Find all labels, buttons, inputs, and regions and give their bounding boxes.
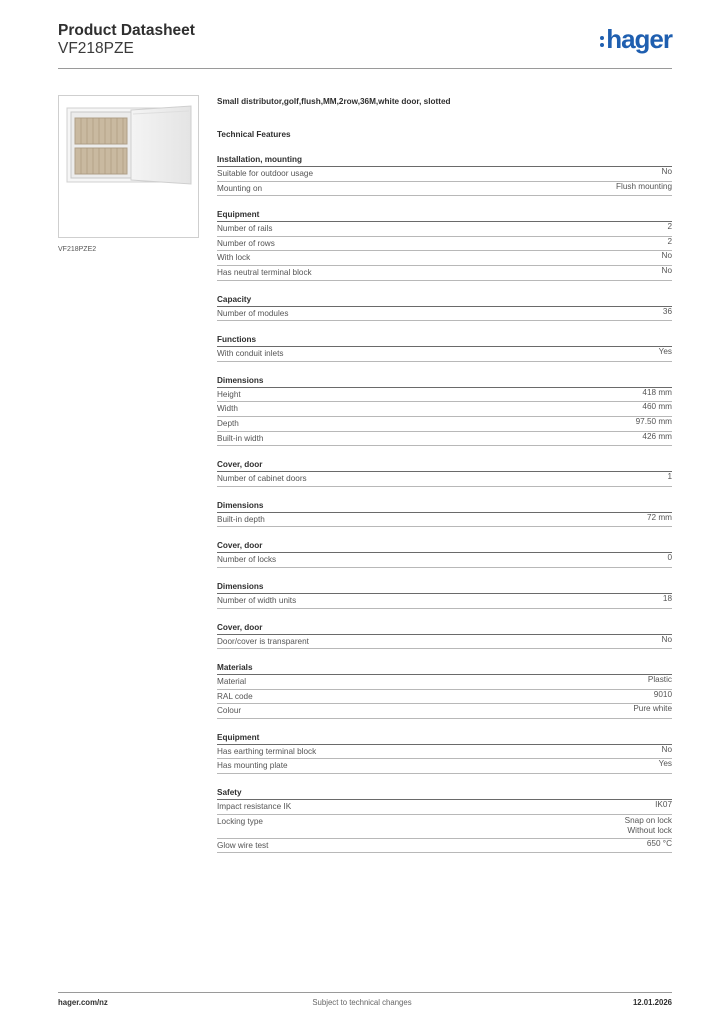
feature-section [217,581,672,609]
feature-value-line: No [661,744,672,754]
product-description: Small distributor,golf,flush,MM,2row,36M,white door, slotted [217,97,451,106]
feature-section [217,732,672,774]
feature-value [636,417,672,431]
document-header [58,22,195,58]
feature-row [217,553,672,568]
feature-row [217,745,672,760]
section-title: Capacity [217,294,672,307]
feature-value [659,347,672,361]
feature-section [217,209,672,280]
feature-value [642,388,672,402]
feature-row [217,388,672,403]
feature-label: Locking type [217,816,263,826]
feature-value [662,167,672,181]
section-title: Installation, mounting [217,154,672,167]
feature-section [217,334,672,362]
feature-label: Has earthing terminal block [217,746,317,756]
feature-value-line: 460 mm [642,402,672,412]
feature-row [217,432,672,447]
feature-value [667,237,672,251]
technical-features-title: Technical Features [217,130,291,139]
feature-value-line: 9010 [653,689,672,699]
section-title: Materials [217,662,672,675]
feature-label: Colour [217,706,242,716]
image-caption: VF218PZE2 [58,246,97,253]
feature-label: RAL code [217,691,253,701]
feature-row [217,675,672,690]
feature-section [217,540,672,568]
feature-label: Mounting on [217,183,263,193]
feature-section [217,500,672,528]
feature-label: Has neutral terminal block [217,267,312,277]
feature-value-line: Plastic [647,675,672,685]
feature-row [217,251,672,266]
feature-value [663,307,672,321]
footer-note: Subject to technical changes [312,998,412,1007]
feature-value [663,594,672,608]
section-title: Dimensions [217,375,672,388]
feature-row [217,815,672,839]
feature-row [217,594,672,609]
feature-section [217,459,672,487]
feature-value [662,266,672,280]
feature-value [659,759,672,773]
feature-value-line: Snap on lock [624,815,672,825]
feature-label: Number of locks [217,555,277,565]
feature-label: Number of modules [217,308,289,318]
hager-logo [600,26,672,52]
feature-value [647,513,672,527]
feature-value [642,402,672,416]
feature-value-line: No [661,265,672,275]
section-title: Dimensions [217,581,672,594]
feature-row [217,347,672,362]
feature-value [648,675,672,689]
feature-value-line: 2 [667,236,672,246]
document-title: Product Datasheet [58,22,195,39]
feature-row [217,222,672,237]
feature-label: Width [217,404,238,414]
feature-value [625,815,672,838]
feature-label: Height [217,389,241,399]
feature-label: With conduit inlets [217,349,284,359]
section-title: Cover, door [217,459,672,472]
feature-value-line: No [661,167,672,176]
logo-text: hager [606,24,672,54]
feature-row [217,417,672,432]
feature-label: Built-in depth [217,514,265,524]
feature-row [217,800,672,815]
feature-row [217,839,672,854]
feature-section [217,294,672,322]
feature-row [217,167,672,182]
feature-value-line: No [661,634,672,644]
feature-section [217,662,672,719]
feature-label: With lock [217,253,251,263]
feature-value-line: 97.50 mm [635,416,672,426]
datasheet-content [217,95,672,853]
section-title: Equipment [217,732,672,745]
feature-row [217,472,672,487]
feature-value-line: 36 [662,306,672,316]
feature-value-line: Without lock [627,826,672,836]
feature-value [662,745,672,759]
feature-label: Number of rows [217,238,275,248]
feature-value [616,182,672,196]
feature-row [217,635,672,650]
feature-value-line: Yes [658,759,672,769]
feature-row [217,182,672,197]
feature-row [217,704,672,719]
feature-section [217,154,672,196]
product-code: VF218PZE [58,40,134,57]
feature-value [667,553,672,567]
section-title: Equipment [217,209,672,222]
feature-section [217,787,672,853]
feature-value-line: IK07 [655,800,672,810]
feature-row [217,237,672,252]
feature-value-line: No [661,251,672,261]
feature-value-line: 72 mm [646,512,672,522]
distribution-board-picture [59,96,198,237]
footer-website: hager.com/nz [58,998,108,1007]
feature-row [217,402,672,417]
feature-label: Suitable for outdoor usage [217,169,314,178]
logo-dots-icon [600,36,604,47]
feature-value [667,222,672,236]
section-title: Dimensions [217,500,672,513]
header-divider [58,68,672,69]
feature-value [642,432,672,446]
section-title: Safety [217,787,672,800]
feature-value-line: 650 °C [646,838,672,848]
product-image [58,95,199,238]
footer-divider [58,992,672,993]
feature-value-line: 1 [667,472,672,482]
feature-label: Built-in width [217,433,264,443]
feature-sections [217,154,672,853]
feature-value [633,704,672,718]
feature-row [217,690,672,705]
feature-value-line: 418 mm [642,387,672,397]
feature-value-line: Flush mounting [616,181,672,191]
feature-row [217,513,672,528]
feature-row [217,266,672,281]
feature-value-line: Yes [658,347,672,357]
feature-label: Door/cover is transparent [217,636,309,646]
feature-section [217,375,672,446]
feature-value-line: Pure white [633,704,672,714]
section-title: Cover, door [217,540,672,553]
feature-row [217,759,672,774]
feature-value [667,472,672,486]
feature-value [662,251,672,265]
section-title: Cover, door [217,622,672,635]
feature-value [655,800,672,814]
feature-value-line: 426 mm [642,431,672,441]
feature-value [647,839,672,853]
feature-value [654,690,672,704]
feature-value-line: 18 [662,593,672,603]
feature-label: Number of width units [217,595,297,605]
feature-label: Material [217,677,247,687]
feature-label: Depth [217,418,239,428]
feature-value-line: 2 [667,222,672,232]
feature-label: Has mounting plate [217,761,288,771]
feature-label: Number of rails [217,224,273,234]
section-title: Functions [217,334,672,347]
feature-label: Glow wire test [217,840,269,850]
feature-label: Number of cabinet doors [217,474,307,484]
feature-value [662,635,672,649]
feature-value-line: 0 [667,553,672,563]
feature-section [217,622,672,650]
feature-row [217,307,672,322]
feature-label: Impact resistance IK [217,802,292,812]
footer-date: 12.01.2026 [632,998,672,1007]
